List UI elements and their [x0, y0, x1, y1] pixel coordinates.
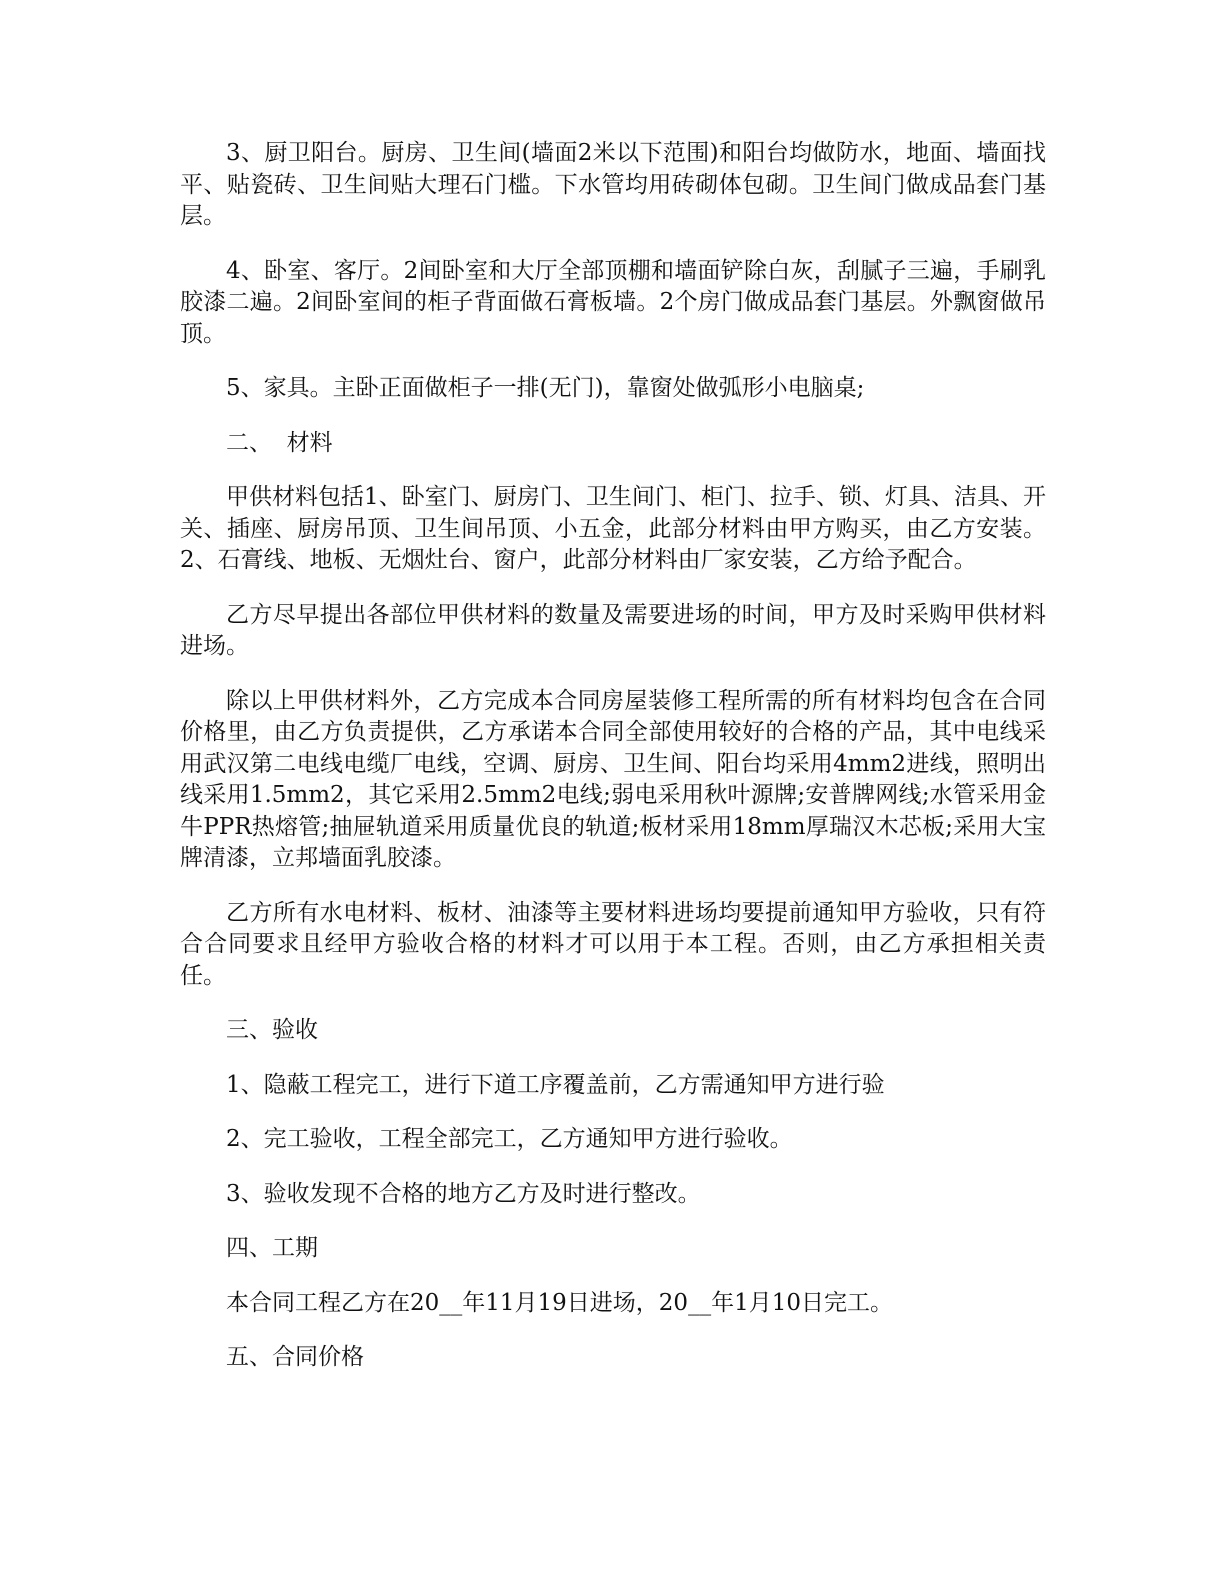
document-page	[180, 138, 1046, 1397]
section-heading-acceptance: 三、验收	[226, 1017, 318, 1043]
section-heading-schedule: 四、工期	[226, 1235, 318, 1261]
paragraph-kitchen-bath-balcony: 3、厨卫阳台。厨房、卫生间(墙面2米以下范围)和阳台均做防水，地面、墙面找平、贴瓷砖、卫生间贴大理石门槛。下水管均用砖砌体包砌。卫生间门做成品套门基层。	[180, 140, 1046, 229]
paragraph-party-a-supplied-materials: 甲供材料包括1、卧室门、厨房门、卫生间门、柜门、拉手、锁、灯具、洁具、开关、插座、厨房吊顶、卫生间吊顶、小五金，此部分材料由甲方购买，由乙方安装。2、石膏线、地板、无烟灶台、窗户，此部分材料由厂家安装，乙方给予配合。	[180, 484, 1046, 573]
paragraph-material-inspection: 乙方所有水电材料、板材、油漆等主要材料进场均要提前通知甲方验收，只有符合合同要求且经甲方验收合格的材料才可以用于本工程。否则，由乙方承担相关责任。	[180, 899, 1046, 989]
paragraph-acceptance-1: 1、隐蔽工程完工，进行下道工序覆盖前，乙方需通知甲方进行验	[226, 1071, 885, 1098]
paragraph-acceptance-2: 2、完工验收，工程全部完工，乙方通知甲方进行验收。	[226, 1126, 793, 1152]
section-heading-materials: 二、 材料	[226, 429, 333, 456]
paragraph-furniture: 5、家具。主卧正面做柜子一排(无门)，靠窗处做弧形小电脑桌;	[226, 375, 865, 401]
paragraph-party-b-materials: 除以上甲供材料外，乙方完成本合同房屋装修工程所需的所有材料均包含在合同价格里，由乙方负责提供，乙方承诺本合同全部使用较好的合格的产品，其中电线采用武汉第二电线电缆厂电线，空调、厨房、卫生间、阳台均采用4mm2进线，照明出线采用1.5mm2，其它采用2.5mm2电线;弱电采用秋叶源牌;安普牌网线;水管采用金牛PPR热熔管;抽屉轨道采用质量优良的轨道;板材采用18mm厚瑞汉木芯板;采用大宝牌清漆，立邦墙面乳胶漆。	[180, 687, 1046, 871]
paragraph-acceptance-3: 3、验收发现不合格的地方乙方及时进行整改。	[226, 1180, 701, 1207]
paragraph-bedroom-living-room: 4、卧室、客厅。2间卧室和大厅全部顶棚和墙面铲除白灰，刮腻子三遍，手刷乳胶漆二遍。2间卧室间的柜子背面做石膏板墙。2个房门做成品套门基层。外飘窗做吊顶。	[180, 257, 1046, 347]
paragraph-material-schedule: 乙方尽早提出各部位甲供材料的数量及需要进场的时间，甲方及时采购甲供材料进场。	[180, 601, 1046, 659]
section-heading-contract-price: 五、合同价格	[226, 1344, 364, 1370]
paragraph-schedule-dates: 本合同工程乙方在20__年11月19日进场，20__年1月10日完工。	[226, 1289, 893, 1316]
